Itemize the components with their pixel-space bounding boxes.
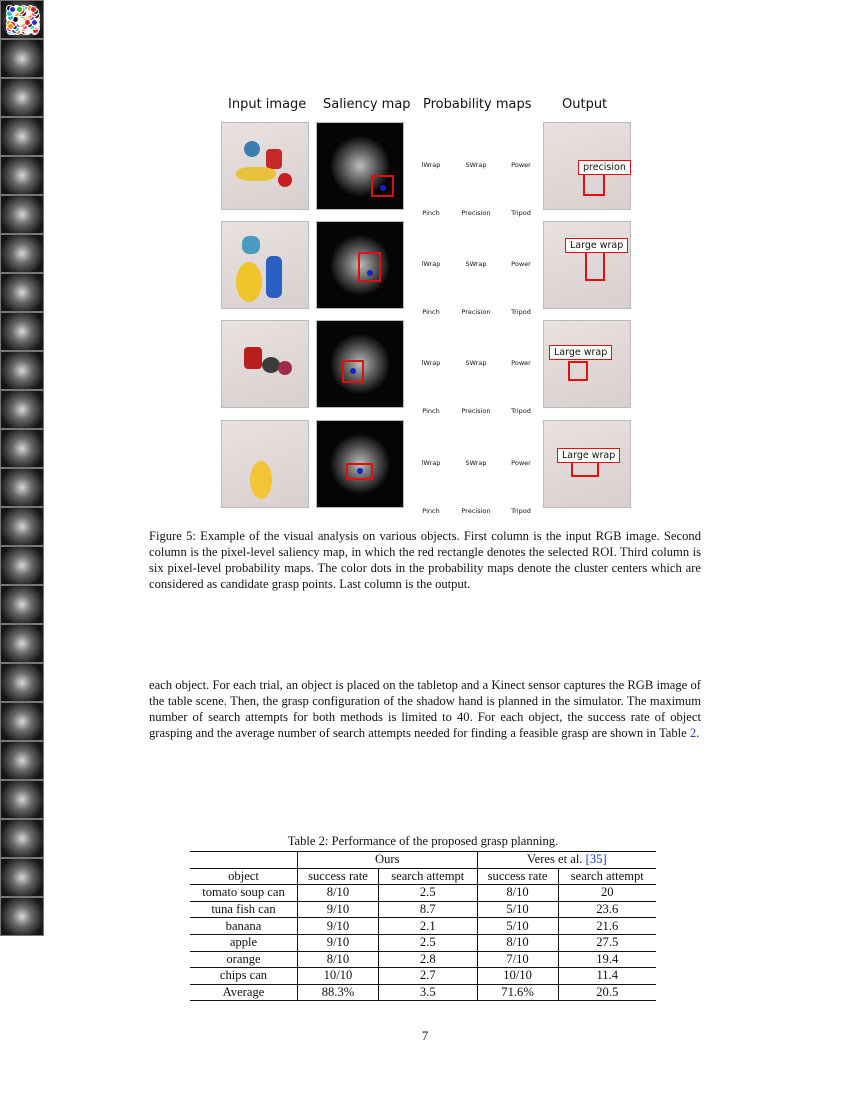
object-shape — [236, 167, 276, 181]
group-header-ours: Ours — [298, 852, 478, 869]
col-header-ours-success: success rate — [298, 868, 379, 885]
value-cell: 3.5 — [378, 984, 477, 1001]
cluster-dot — [30, 6, 37, 13]
cluster-dot — [9, 6, 16, 13]
page-number: 7 — [421, 1029, 429, 1043]
probability-map — [0, 897, 44, 936]
table-row — [190, 984, 656, 1001]
value-cell: 8/10 — [298, 951, 379, 968]
probability-map-label: SWrap — [465, 459, 487, 467]
col-header-veres-attempt: search attempt — [558, 868, 656, 885]
output-roi — [571, 461, 599, 477]
probability-map — [0, 624, 44, 663]
object-name-cell: Average — [222, 985, 265, 1000]
table-row — [190, 934, 656, 951]
probability-map — [0, 78, 44, 117]
col-header-ours-attempt: search attempt — [378, 868, 477, 885]
object-name-cell: apple — [229, 935, 258, 950]
probability-map-label: Pinch — [422, 209, 440, 217]
object-shape — [250, 461, 272, 499]
probability-map-label: Tripod — [511, 407, 531, 415]
object-shape — [266, 149, 282, 169]
probability-map — [0, 390, 44, 429]
input-image — [221, 122, 309, 210]
roi-rectangle — [358, 252, 381, 282]
probability-map — [0, 546, 44, 585]
cluster-dot — [7, 23, 14, 30]
output-roi — [585, 251, 605, 281]
object-name-cell: tuna fish can — [211, 902, 276, 917]
value-cell: 8/10 — [298, 885, 379, 902]
value-cell: 23.6 — [558, 901, 656, 918]
cluster-dot — [16, 6, 23, 13]
value-cell: 8/10 — [477, 934, 558, 951]
probability-map — [0, 39, 44, 78]
probability-map-label: Precision — [461, 507, 491, 515]
value-cell: 5/10 — [477, 901, 558, 918]
value-cell: 10/10 — [298, 968, 379, 985]
value-cell: 2.8 — [378, 951, 477, 968]
grasp-type-label: Large wrap — [565, 238, 628, 253]
probability-map — [0, 429, 44, 468]
object-name-cell: banana — [225, 918, 262, 933]
probability-map-label: Tripod — [511, 209, 531, 217]
table-2-link[interactable]: 2 — [689, 726, 697, 740]
probability-map-label: Precision — [461, 407, 491, 415]
probability-map-label: Precision — [461, 209, 491, 217]
probability-map-label: Pinch — [422, 507, 440, 515]
probability-map-label: lWrap — [421, 459, 441, 467]
table-title: Table 2: Performance of the proposed grasp planning. — [287, 834, 559, 848]
cluster-dot — [17, 19, 24, 26]
value-cell: 71.6% — [477, 984, 558, 1001]
veres-label: Veres et al. — [526, 852, 586, 867]
table-row — [190, 885, 656, 902]
value-cell: 9/10 — [298, 934, 379, 951]
probability-map-label: SWrap — [465, 260, 487, 268]
probability-map — [0, 273, 44, 312]
value-cell: 2.1 — [378, 918, 477, 935]
object-shape — [278, 361, 292, 375]
value-cell: 88.3% — [298, 984, 379, 1001]
probability-map-label: Precision — [461, 308, 491, 316]
col-header-object: object — [228, 868, 259, 883]
probability-map-label: SWrap — [465, 359, 487, 367]
roi-center-dot — [350, 368, 356, 374]
value-cell: 2.7 — [378, 968, 477, 985]
cluster-dot — [24, 19, 31, 26]
value-cell: 27.5 — [558, 934, 656, 951]
probability-map-label: lWrap — [421, 161, 441, 169]
value-cell: 9/10 — [298, 901, 379, 918]
probability-map-label: SWrap — [465, 161, 487, 169]
probability-map-label: Pinch — [422, 407, 440, 415]
object-shape — [244, 347, 262, 369]
probability-map — [0, 312, 44, 351]
cluster-dot — [31, 19, 38, 26]
table-row — [190, 901, 656, 918]
col-header-veres-success: success rate — [477, 868, 558, 885]
value-cell: 11.4 — [558, 968, 656, 985]
probability-map — [0, 702, 44, 741]
object-shape — [242, 236, 260, 254]
input-image — [221, 320, 309, 408]
roi-center-dot — [380, 185, 386, 191]
probability-map — [0, 351, 44, 390]
paragraph-end: . — [696, 726, 700, 740]
object-name-cell: tomato soup can — [202, 885, 285, 900]
object-shape — [236, 262, 262, 302]
value-cell: 5/10 — [477, 918, 558, 935]
object-shape — [244, 141, 260, 157]
probability-map — [0, 663, 44, 702]
probability-map — [0, 468, 44, 507]
value-cell: 20 — [558, 885, 656, 902]
figure-caption: Figure 5: Example of the visual analysis on various objects. First column is the input RGB image. Second column is the pixel-level saliency map, in which the red rectangle denotes the selected ROI. Third column is six pixel-level probability maps. The color dots in the probability maps denote the cluster centers which are considered as candidate grasp points. Last column is the output. — [149, 529, 701, 591]
value-cell: 21.6 — [558, 918, 656, 935]
grasp-type-label: precision — [578, 160, 631, 175]
input-image — [221, 221, 309, 309]
value-cell: 8.7 — [378, 901, 477, 918]
performance-table — [190, 851, 656, 1001]
table-row — [190, 951, 656, 968]
value-cell: 2.5 — [378, 885, 477, 902]
probability-map-label: Tripod — [511, 308, 531, 316]
table-row — [190, 918, 656, 935]
reference-35-link[interactable]: [35] — [585, 852, 607, 867]
value-cell: 2.5 — [378, 934, 477, 951]
probability-map-label: Power — [511, 459, 531, 467]
value-cell: 8/10 — [477, 885, 558, 902]
probability-map — [0, 156, 44, 195]
probability-map-label: Power — [511, 260, 531, 268]
paragraph-text: each object. For each trial, an object is placed on the tabletop and a Kinect sensor captures the RGB image of the table scene. Then, the grasp configuration of the shadow hand is planned in the simulator. The maximum number of search attempts for both methods is limited to 40. For each object, the success rate of object grasping and the average number of search attempts needed for finding a feasible grasp are shown in Table — [149, 678, 701, 740]
table-row — [190, 968, 656, 985]
probability-map-label: Power — [511, 161, 531, 169]
probability-map — [0, 507, 44, 546]
probability-map — [0, 741, 44, 780]
body-paragraph — [149, 677, 701, 741]
probability-map-label: Pinch — [422, 308, 440, 316]
header-probability-maps: Probability maps — [423, 97, 532, 112]
object-shape — [266, 256, 282, 298]
probability-map — [0, 117, 44, 156]
probability-map — [0, 195, 44, 234]
probability-map-label: lWrap — [421, 260, 441, 268]
group-header-veres — [477, 852, 656, 869]
probability-map-label: Tripod — [511, 507, 531, 515]
header-output: Output — [562, 97, 608, 112]
value-cell: 7/10 — [477, 951, 558, 968]
value-cell: 9/10 — [298, 918, 379, 935]
output-roi — [568, 361, 588, 381]
probability-map — [0, 234, 44, 273]
value-cell: 20.5 — [558, 984, 656, 1001]
value-cell: 10/10 — [477, 968, 558, 985]
input-image — [221, 420, 309, 508]
header-input-image: Input image — [228, 97, 307, 112]
value-cell: 19.4 — [558, 951, 656, 968]
probability-map-label: lWrap — [421, 359, 441, 367]
probability-map — [0, 585, 44, 624]
object-shape — [278, 173, 292, 187]
probability-map-label: Power — [511, 359, 531, 367]
roi-center-dot — [367, 270, 373, 276]
probability-map — [0, 819, 44, 858]
grasp-type-label: Large wrap — [557, 448, 620, 463]
roi-center-dot — [357, 468, 363, 474]
object-name-cell: orange — [226, 951, 261, 966]
header-saliency-map: Saliency map — [323, 97, 411, 112]
grasp-type-label: Large wrap — [549, 345, 612, 360]
object-name-cell: chips can — [219, 968, 268, 983]
probability-map — [0, 780, 44, 819]
probability-map — [0, 858, 44, 897]
